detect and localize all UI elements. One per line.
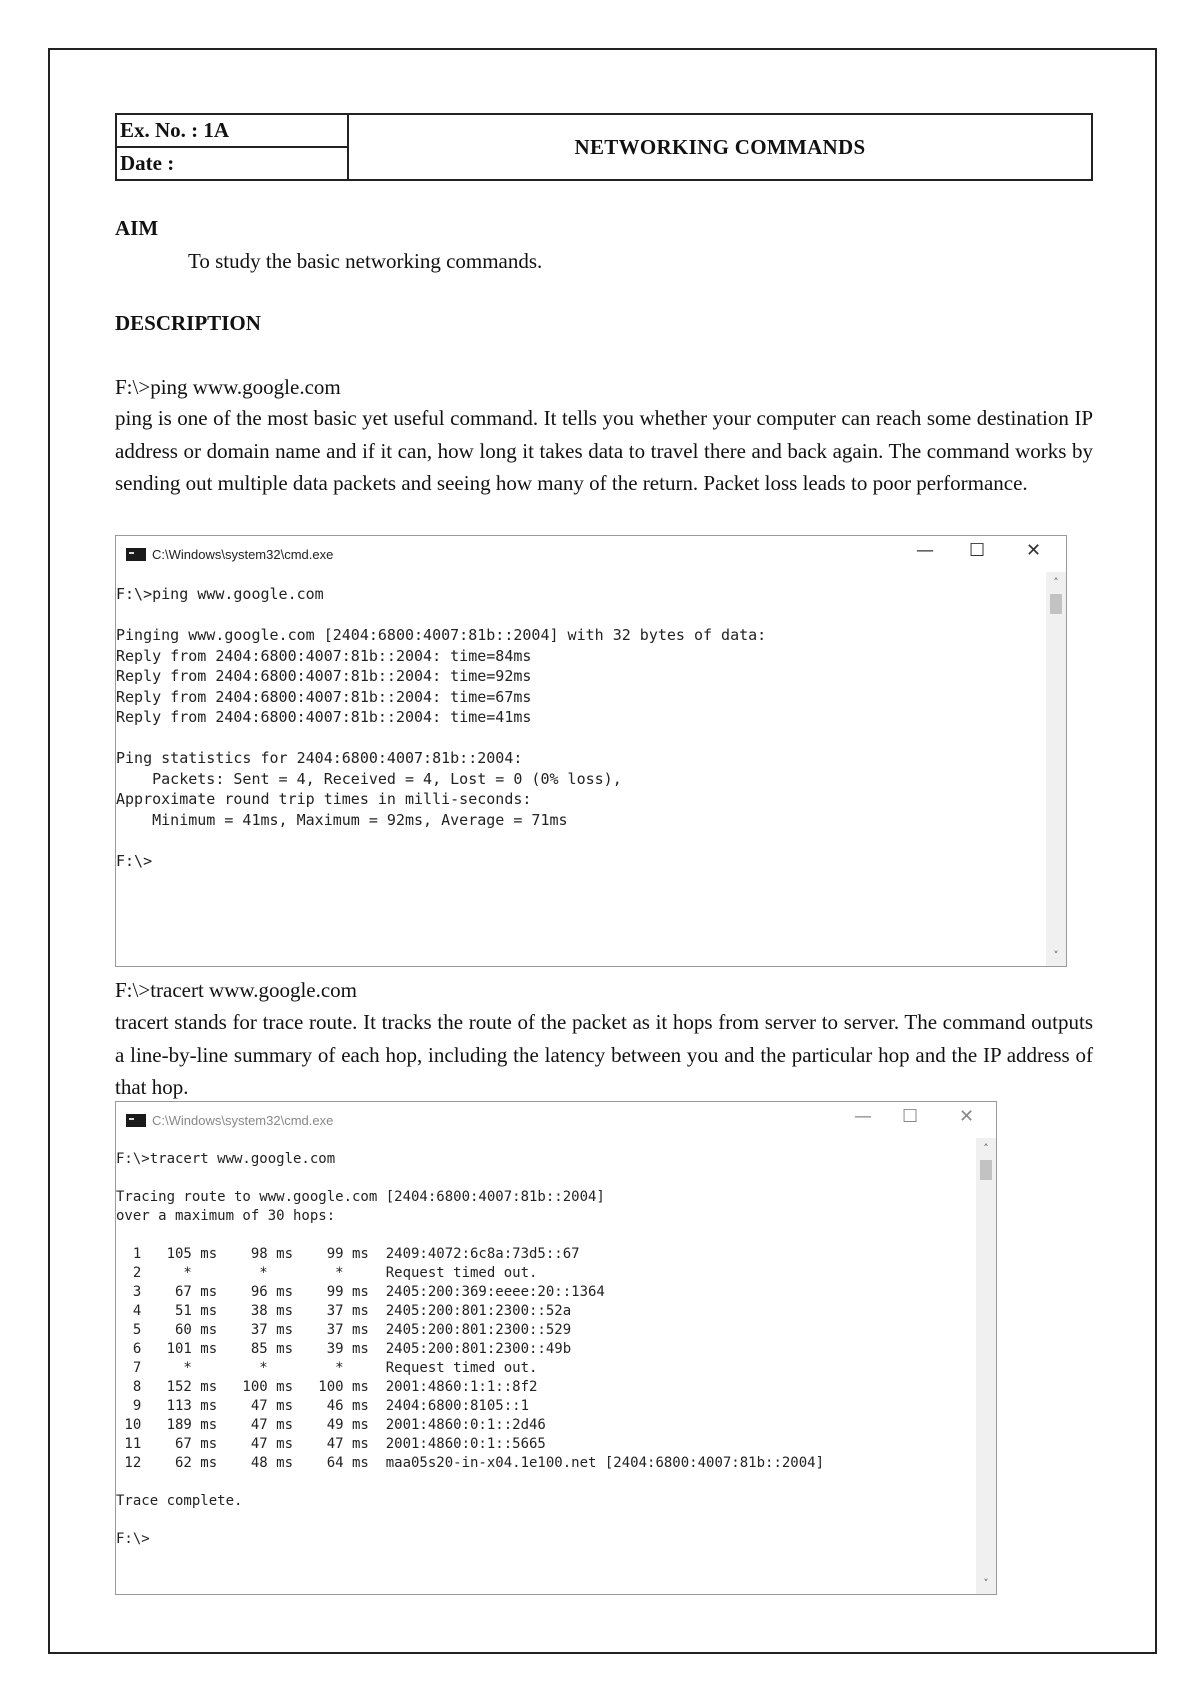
tracert-description: tracert stands for trace route. It tracks the route of the packet as it hops from server to server. The command outputs a line-by-line summary of each hop, including the latency between you and the particular hop and the IP address of that hop. — [115, 1010, 1093, 1099]
tracert-command: F:\>tracert www.google.com — [115, 978, 358, 1002]
console-line: 12 62 ms 48 ms 64 ms maa05s20-in-x04.1e100.net [2404:6800:4007:81b::2004] — [116, 1455, 825, 1471]
console-line: Tracing route to www.google.com [2404:6800:4007:81b::2004] — [116, 1189, 605, 1205]
scroll-down-arrow-icon[interactable]: ˅ — [983, 1577, 989, 1590]
cmd-icon — [126, 548, 146, 561]
console-line: 7 * * * Request timed out. — [116, 1360, 538, 1376]
console-line: 1 105 ms 98 ms 99 ms 2409:4072:6c8a:73d5::67 — [116, 1246, 580, 1262]
ping-console-window — [115, 535, 1067, 967]
console-line — [116, 1511, 824, 1530]
console-line: Ping statistics for 2404:6800:4007:81b::2004: — [116, 749, 523, 767]
scroll-thumb[interactable] — [980, 1160, 992, 1180]
console-line: Reply from 2404:6800:4007:81b::2004: time=67ms — [116, 687, 532, 706]
tracert-scrollbar[interactable] — [976, 1138, 996, 1594]
tracert-console-output — [116, 1150, 824, 1549]
console-line: 5 60 ms 37 ms 37 ms 2405:200:801:2300::529 — [116, 1322, 572, 1338]
console-line: 9 113 ms 47 ms 46 ms 2404:6800:8105::1 — [116, 1398, 530, 1414]
date-label: Date : — [120, 151, 175, 175]
console-line: Packets: Sent = 4, Received = 4, Lost = 0 (0% loss), — [116, 769, 622, 788]
cmd-icon — [126, 1114, 146, 1127]
scroll-up-arrow-icon[interactable]: ˄ — [1053, 576, 1059, 589]
console-line: 3 67 ms 96 ms 99 ms 2405:200:369:eeee:20::1364 — [116, 1284, 605, 1300]
console-line: Trace complete. — [116, 1493, 243, 1509]
tracert-window-title: C:\Windows\system32\cmd.exe — [152, 1112, 334, 1128]
minimize-button[interactable]: — — [854, 1106, 872, 1127]
ping-window-title: C:\Windows\system32\cmd.exe — [152, 546, 334, 562]
description-heading: DESCRIPTION — [115, 311, 261, 335]
console-line: 10 189 ms 47 ms 49 ms 2001:4860:0:1::2d46 — [116, 1417, 546, 1433]
header-table — [115, 113, 1093, 181]
console-line: Approximate round trip times in milli-seconds: — [116, 790, 532, 808]
ping-description: ping is one of the most basic yet useful command. It tells you whether your computer can reach some destination IP address or domain name and if it can, how long it takes data to travel there and back again. The command works by sending out multiple data packets and seeing how many of the return. Packet loss leads to poor performance. — [115, 406, 1093, 495]
scroll-thumb[interactable] — [1050, 594, 1062, 614]
ping-command: F:\>ping www.google.com — [115, 375, 341, 399]
console-line: 4 51 ms 38 ms 37 ms 2405:200:801:2300::52a — [116, 1303, 572, 1319]
close-button[interactable]: ✕ — [959, 1106, 975, 1127]
console-line: F:\> — [116, 1531, 150, 1547]
console-line: Reply from 2404:6800:4007:81b::2004: time=41ms — [116, 708, 532, 726]
console-line — [116, 728, 766, 749]
console-line: 11 67 ms 47 ms 47 ms 2001:4860:0:1::5665 — [116, 1436, 546, 1452]
maximize-button[interactable]: ☐ — [902, 1106, 919, 1127]
aim-heading: AIM — [115, 216, 159, 240]
scroll-up-arrow-icon[interactable]: ˄ — [983, 1142, 989, 1155]
maximize-button[interactable]: ☐ — [969, 540, 986, 561]
console-line: Reply from 2404:6800:4007:81b::2004: time=92ms — [116, 667, 532, 685]
header-left — [117, 115, 349, 179]
aim-text: To study the basic networking commands. — [188, 249, 543, 273]
console-line — [116, 1473, 824, 1492]
exercise-number: Ex. No. : 1A — [117, 115, 347, 148]
console-line — [116, 1169, 824, 1188]
console-line: over a maximum of 30 hops: — [116, 1208, 336, 1224]
console-line — [116, 1226, 824, 1245]
console-line: F:\>ping www.google.com — [116, 585, 324, 603]
console-line: 8 152 ms 100 ms 100 ms 2001:4860:1:1::8f2 — [116, 1379, 538, 1395]
close-button[interactable]: ✕ — [1026, 540, 1042, 561]
tracert-console-window — [115, 1101, 997, 1595]
console-line: 2 * * * Request timed out. — [116, 1265, 538, 1281]
minimize-button[interactable]: — — [916, 540, 934, 561]
page-title: NETWORKING COMMANDS — [574, 134, 866, 159]
console-line — [116, 605, 766, 626]
console-line: Minimum = 41ms, Maximum = 92ms, Average = 71ms — [116, 810, 568, 829]
console-line: 6 101 ms 85 ms 39 ms 2405:200:801:2300::49b — [116, 1341, 572, 1357]
ping-scrollbar[interactable] — [1046, 572, 1066, 966]
scroll-down-arrow-icon[interactable]: ˅ — [1053, 949, 1059, 962]
ping-console-output — [116, 584, 766, 871]
console-line — [116, 830, 766, 851]
console-line: F:\>tracert www.google.com — [116, 1151, 336, 1167]
console-line: F:\> — [116, 851, 153, 870]
console-line: Reply from 2404:6800:4007:81b::2004: time=84ms — [116, 646, 532, 665]
console-line: Pinging www.google.com [2404:6800:4007:81b::2004] with 32 bytes of data: — [116, 626, 767, 644]
